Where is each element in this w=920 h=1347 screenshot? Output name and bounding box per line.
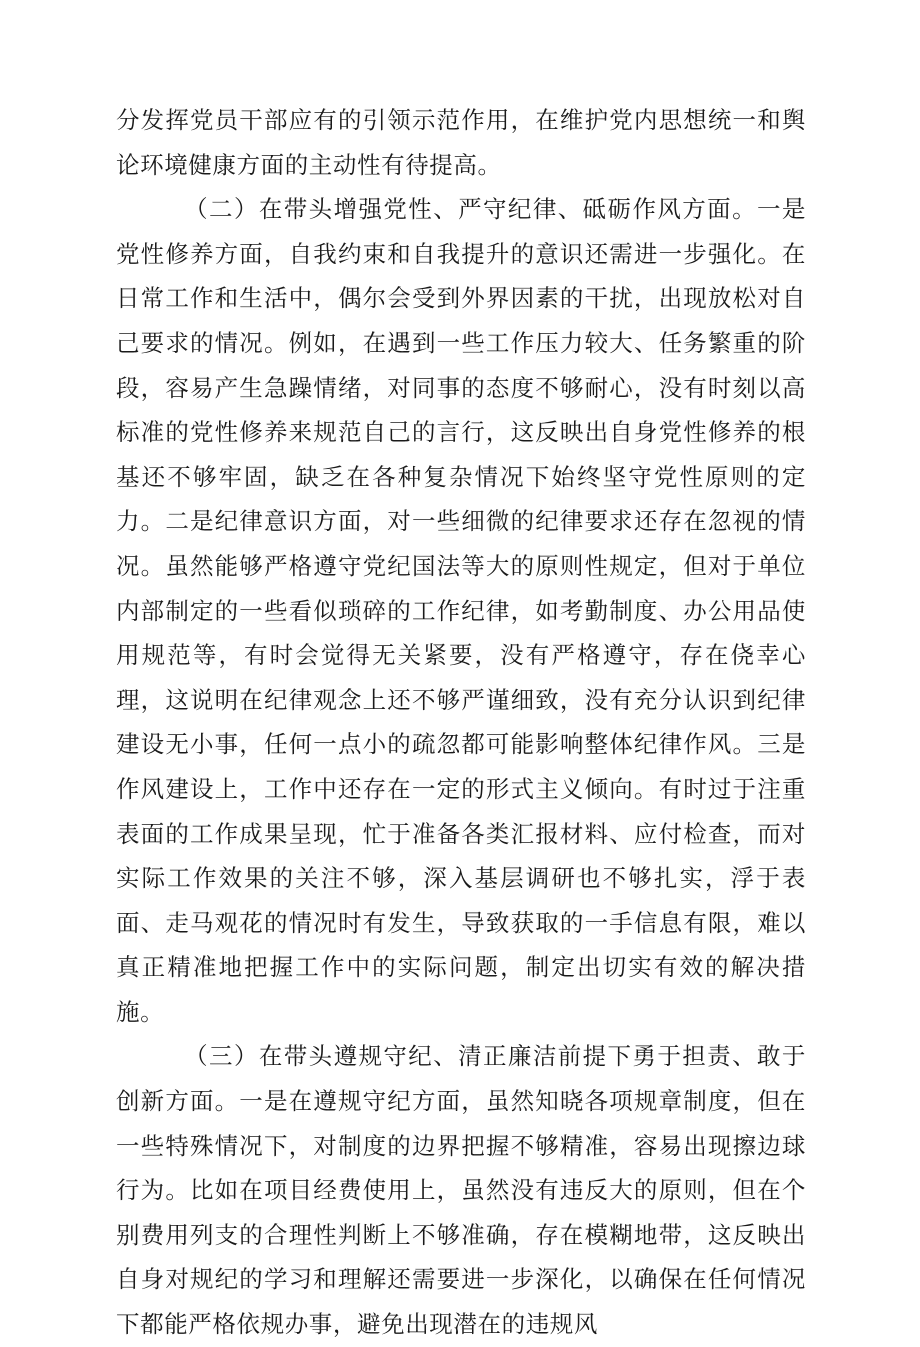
paragraph-section-two: （二）在带头增强党性、严守纪律、砥砺作风方面。一是党性修养方面，自我约束和自我提升的意识还需进一步强化。在日常工作和生活中，偶尔会受到外界因素的干扰，出现放松对自己要求的情况。例如，在遇到一些工作压力较大、任务繁重的阶段，容易产生急躁情绪，对同事的态度不够耐心，没有时刻以高标准的党性修养来规范自己的言行，这反映出自身党性修养的根基还不够牢固，缺乏在各种复杂情况下始终坚守党性原则的定力。二是纪律意识方面，对一些细微的纪律要求还存在忽视的情况。虽然能够严格遵守党纪国法等大的原则性规定，但对于单位内部制定的一些看似琐碎的工作纪律，如考勤制度、办公用品使用规范等，有时会觉得无关紧要，没有严格遵守，存在侥幸心理，这说明在纪律观念上还不够严谨细致，没有充分认识到纪律建设无小事，任何一点小的疏忽都可能影响整体纪律作风。三是作风建设上，工作中还存在一定的形式主义倾向。有时过于注重表面的工作成果呈现，忙于准备各类汇报材料、应付检查，而对实际工作效果的关注不够，深入基层调研也不够扎实，浮于表面、走马观花的情况时有发生，导致获取的一手信息有限，难以真正精准地把握工作中的实际问题，制定出切实有效的解决措施。 (116, 195, 806, 1026)
paragraph-continuation: 分发挥党员干部应有的引领示范作用，在维护党内思想统一和舆论环境健康方面的主动性有待提高。 (116, 106, 806, 179)
paragraph-section-three: （三）在带头遵规守纪、清正廉洁前提下勇于担责、敢于创新方面。一是在遵规守纪方面，虽然知晓各项规章制度，但在一些特殊情况下，对制度的边界把握不够精准，容易出现擦边球行为。比如在项目经费使用上，虽然没有违反大的原则，但在个别费用列支的合理性判断上不够准确，存在模糊地带，这反映出自身对规纪的学习和理解还需要进一步深化，以确保在任何情况下都能严格依规办事，避免出现潜在的违规风 (116, 1042, 806, 1339)
document-body (116, 98, 806, 1347)
